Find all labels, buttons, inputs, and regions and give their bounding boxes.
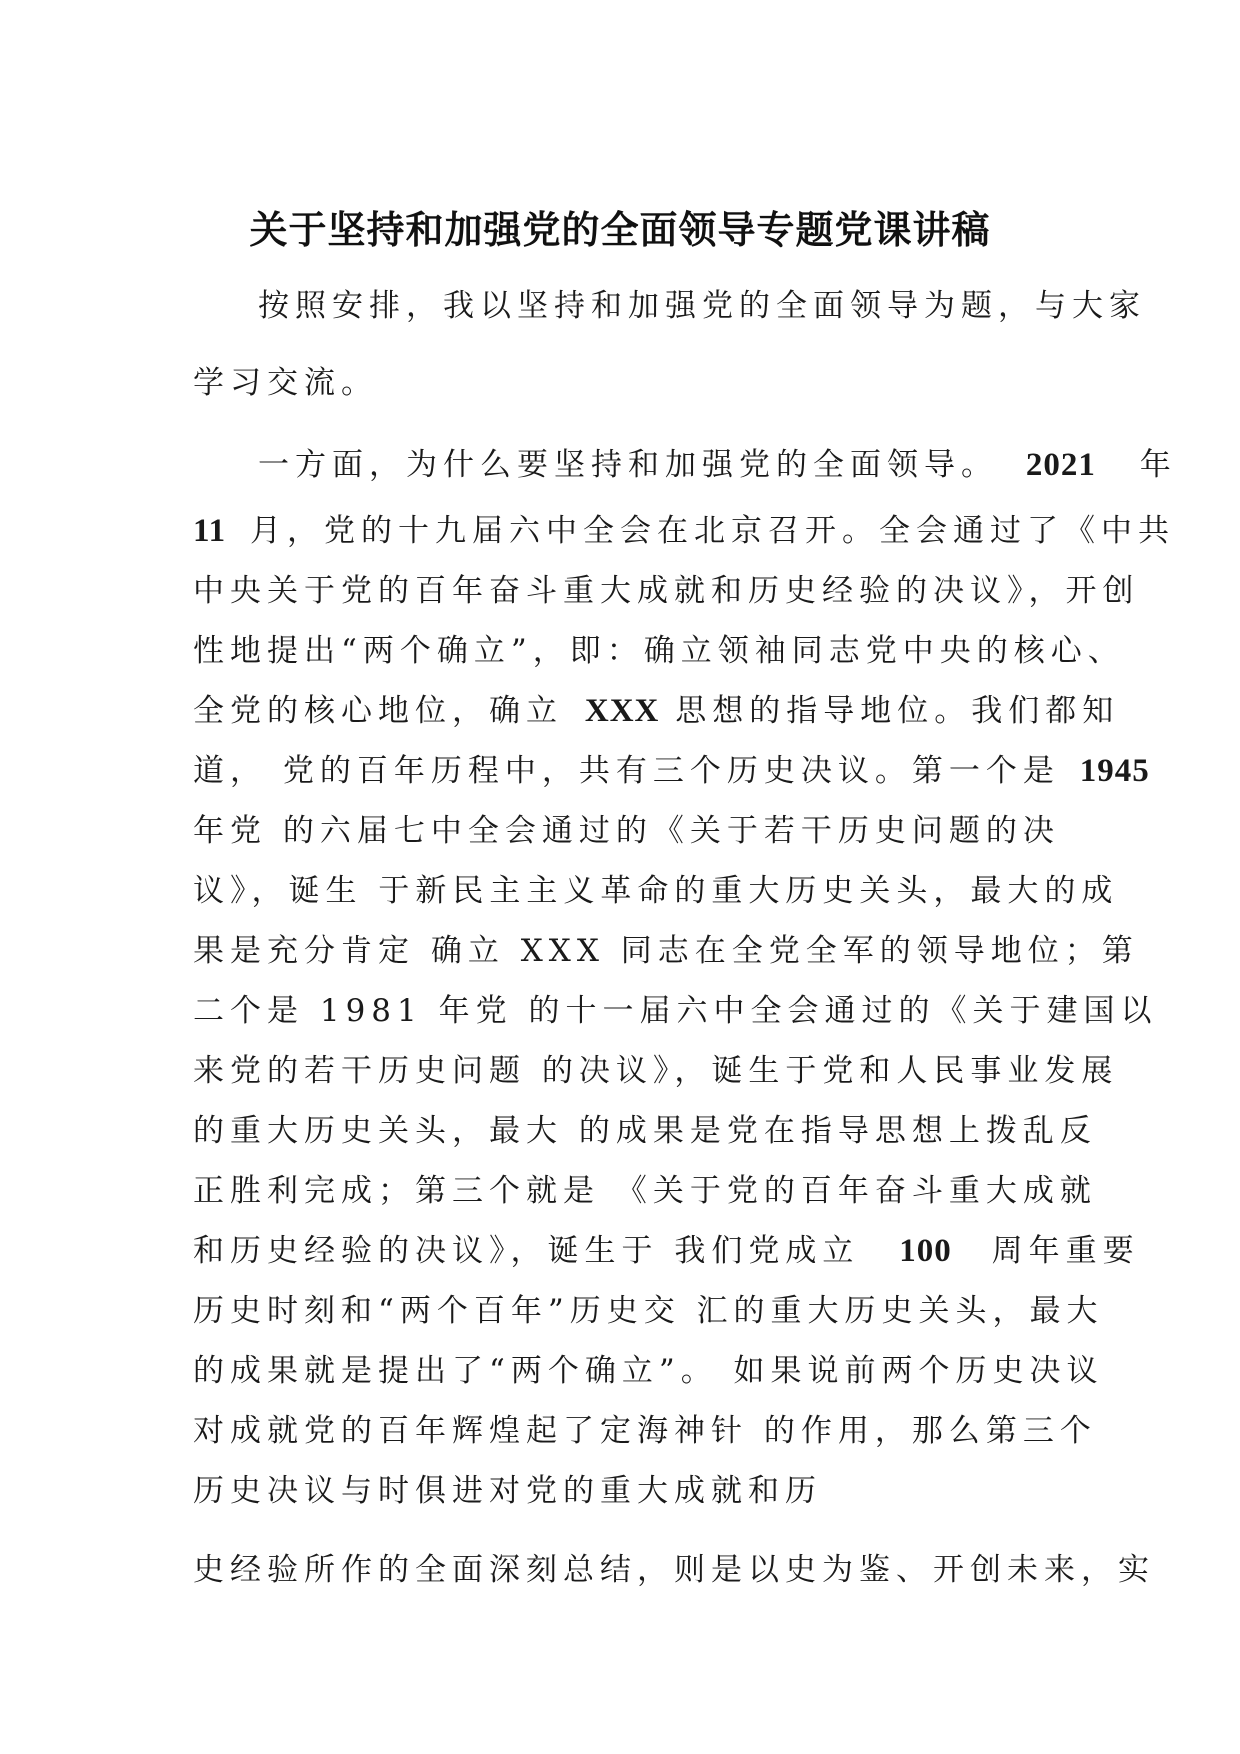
line-text: 年党 的六届七中全会通过的《关于若干历史问题的决	[193, 813, 1060, 849]
line-text: 二个是 1981 年党 的十一届六中全会通过的《关于建国以	[193, 993, 1158, 1029]
line-text: 的重大历史关头，最大 的成果是党在指导思想上拨乱反	[193, 1113, 1097, 1149]
paragraph-line	[193, 1545, 1155, 1595]
line-text: 史经验所作的全面深刻总结，则是以史为鉴、开创未来，实	[193, 1552, 1155, 1588]
line-text: 全党的核心地位，确立	[193, 693, 563, 729]
paragraph-line	[193, 1346, 1104, 1396]
line-text: 思想的指导地位。我们都知	[675, 693, 1120, 729]
line-text: 议》，诞生 于新民主主义革命的重大历史关头，最大的成	[193, 873, 1119, 909]
year-number: 1945	[1079, 753, 1150, 789]
year-number: 2021	[1025, 447, 1096, 483]
paragraph-line	[193, 866, 1118, 916]
line-text: 对成就党的百年辉煌起了定海神针 的作用，那么第三个	[193, 1413, 1097, 1449]
paragraph-line	[193, 506, 1175, 556]
paragraph-line	[258, 440, 1177, 490]
line-text: 学习交流。	[193, 365, 378, 401]
emphasis-xxx: XXX	[584, 693, 660, 729]
line-text: 果是充分肯定 确立 XXX 同志在全党全军的领导地位；第	[193, 933, 1139, 969]
month-number: 11	[193, 513, 227, 549]
paragraph-line	[193, 626, 1125, 676]
line-text: 的成果就是提出了“两个确立”。 如果说前两个历史决议	[193, 1353, 1104, 1389]
paragraph-line	[193, 358, 378, 408]
line-text: 历史时刻和“两个百年”历史交 汇的重大历史关头，最大	[193, 1293, 1104, 1329]
paragraph-line	[193, 806, 1060, 856]
paragraph-line	[193, 566, 1140, 616]
anniversary-number: 100	[899, 1233, 952, 1269]
line-text: 周年重要	[991, 1233, 1140, 1269]
paragraph-line	[193, 1406, 1097, 1456]
line-text: 一方面，为什么要坚持和加强党的全面领导。	[258, 447, 998, 483]
paragraph-line	[193, 1046, 1118, 1096]
paragraph-line	[193, 746, 1150, 796]
line-text: 和历史经验的决议》，诞生于 我们党成立	[193, 1233, 860, 1269]
paragraph-line	[193, 686, 1119, 736]
paragraph-line	[193, 926, 1139, 976]
line-text: 中央关于党的百年奋斗重大成就和历史经验的决议》，开创	[193, 573, 1140, 609]
document-title: 关于坚持和加强党的全面领导专题党课讲稿	[249, 208, 991, 252]
line-text: 年	[1139, 447, 1177, 483]
paragraph-line	[193, 1106, 1097, 1156]
line-text: 历史决议与时俱进对党的重大成就和历	[193, 1473, 822, 1509]
paragraph-line	[193, 1166, 1097, 1216]
line-text: 道， 党的百年历程中，共有三个历史决议。第一个是	[193, 753, 1060, 789]
line-text: 月，党的十九届六中全会在北京召开。全会通过了《中共	[250, 513, 1176, 549]
paragraph-line	[258, 281, 1146, 331]
paragraph-line	[193, 1286, 1104, 1336]
paragraph-line	[193, 1226, 1140, 1276]
paragraph-line	[193, 986, 1157, 1036]
line-text: 正胜利完成；第三个就是 《关于党的百年奋斗重大成就	[193, 1173, 1097, 1209]
line-text: 性地提出“两个确立”，即：确立领袖同志党中央的核心、	[193, 633, 1125, 669]
paragraph-line	[193, 1466, 822, 1516]
line-text: 来党的若干历史问题 的决议》，诞生于党和人民事业发展	[193, 1053, 1119, 1089]
line-text: 按照安排，我以坚持和加强党的全面领导为题，与大家	[258, 288, 1146, 324]
